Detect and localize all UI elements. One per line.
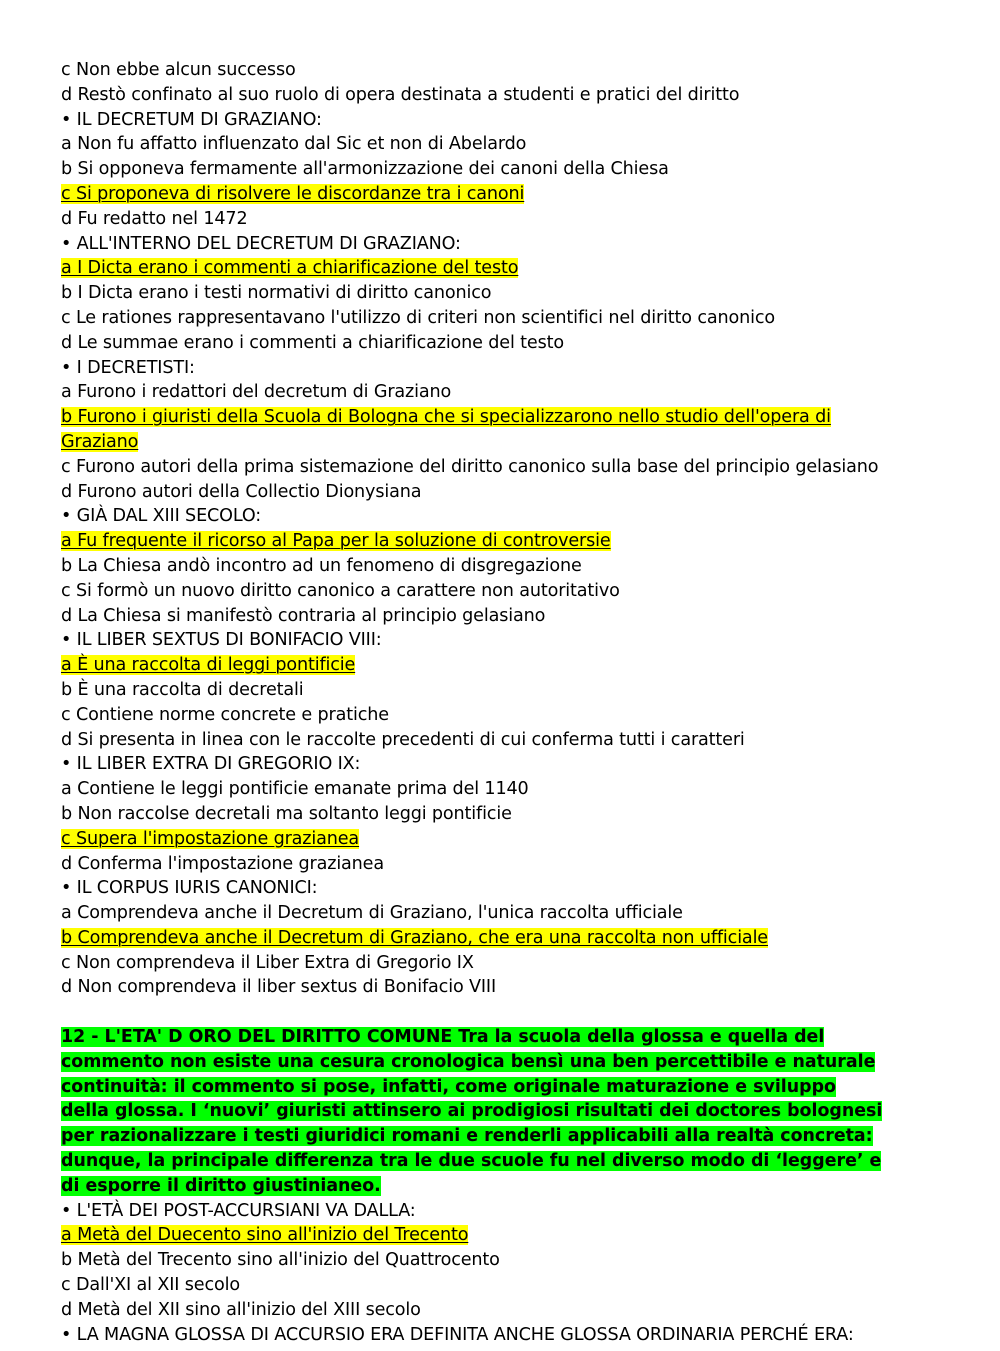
line-text: • I DECRETISTI:	[61, 357, 195, 378]
section-text: per razionalizzare i testi giuridici romani e renderli applicabili alla realtà concreta:	[61, 1126, 873, 1147]
answer-line	[61, 207, 946, 232]
section-text: di esporre il diritto giustinianeo.	[61, 1175, 381, 1196]
line-text: a È una raccolta di leggi pontificie	[61, 655, 356, 676]
line-text: c Furono autori della prima sistemazione del diritto canonico sulla base del principio gelasiano	[61, 456, 879, 477]
answer-line	[61, 58, 946, 83]
line-text: • L'ETÀ DEI POST-ACCURSIANI VA DALLA:	[61, 1200, 416, 1221]
section-text: commento non esiste una cesura cronologica bensì una ben percettibile e naturale	[61, 1051, 876, 1072]
line-text: a Furono i redattori del decretum di Graziano	[61, 382, 452, 403]
line-text: • ALL'INTERNO DEL DECRETUM DI GRAZIANO:	[61, 233, 461, 254]
document-page	[61, 58, 946, 1347]
question-line	[61, 876, 946, 901]
line-text: c Si formò un nuovo diritto canonico a carattere non autoritativo	[61, 580, 620, 601]
line-text: a I Dicta erano i commenti a chiarificazione del testo	[61, 258, 519, 279]
line-text: c Si proponeva di risolvere le discordanze tra i canoni	[61, 183, 525, 204]
correct-answer-line	[61, 926, 946, 951]
answer-line	[61, 1273, 946, 1298]
question-line	[61, 232, 946, 257]
line-text: c Le rationes rappresentavano l'utilizzo di criteri non scientifici nel diritto canonico	[61, 307, 775, 328]
line-text: • IL DECRETUM DI GRAZIANO:	[61, 109, 322, 130]
section-text-line	[61, 1124, 946, 1149]
line-text: b I Dicta erano i testi normativi di diritto canonico	[61, 283, 492, 304]
quiz-block-canon-law	[61, 58, 946, 1000]
question-line	[61, 356, 946, 381]
answer-line	[61, 157, 946, 182]
question-line	[61, 628, 946, 653]
line-text: b La Chiesa andò incontro ad un fenomeno di disgregazione	[61, 555, 582, 576]
answer-line	[61, 331, 946, 356]
line-text: • IL LIBER EXTRA DI GREGORIO IX:	[61, 754, 361, 775]
answer-line	[61, 951, 946, 976]
line-text: b Si opponeva fermamente all'armonizzazione dei canoni della Chiesa	[61, 159, 669, 180]
line-text: d Non comprendeva il liber sextus di Bonifacio VIII	[61, 977, 497, 998]
line-text: d Metà del XII sino all'inizio del XIII secolo	[61, 1299, 421, 1320]
line-text: a Non fu affatto influenzato dal Sic et non di Abelardo	[61, 134, 527, 155]
correct-answer-line	[61, 653, 946, 678]
answer-line	[61, 306, 946, 331]
line-text: • IL LIBER SEXTUS DI BONIFACIO VIII:	[61, 630, 382, 651]
section-text-line	[61, 1174, 946, 1199]
paragraph-gap	[61, 1000, 946, 1025]
answer-line	[61, 83, 946, 108]
section-text: continuità: il commento si pose, infatti, come originale maturazione e sviluppo	[61, 1076, 836, 1097]
answer-line	[61, 455, 946, 480]
line-text: d Conferma l'impostazione grazianea	[61, 853, 384, 874]
line-text: Graziano	[61, 431, 139, 452]
line-text: c Dall'XI al XII secolo	[61, 1275, 240, 1296]
correct-answer-line	[61, 182, 946, 207]
line-text: • GIÀ DAL XIII SECOLO:	[61, 506, 262, 527]
line-text: • IL CORPUS IURIS CANONICI:	[61, 878, 318, 899]
answer-line	[61, 480, 946, 505]
line-text: c Contiene norme concrete e pratiche	[61, 704, 389, 725]
answer-line	[61, 852, 946, 877]
answer-line	[61, 604, 946, 629]
line-text: a Comprendeva anche il Decretum di Graziano, l'unica raccolta ufficiale	[61, 903, 683, 924]
correct-answer-line	[61, 405, 946, 430]
line-text: d Restò confinato al suo ruolo di opera destinata a studenti e pratici del diritto	[61, 84, 740, 105]
section-text: della glossa. I ‘nuovi’ giuristi attinsero ai prodigiosi risultati dei doctores bolognesi	[61, 1101, 883, 1122]
line-text: a Fu frequente il ricorso al Papa per la soluzione di controversie	[61, 531, 611, 552]
correct-answer-line	[61, 1223, 946, 1248]
question-line	[61, 752, 946, 777]
question-line	[61, 108, 946, 133]
question-line	[61, 504, 946, 529]
section-text: dunque, la principale differenza tra le due scuole fu nel diverso modo di ‘leggere’ e	[61, 1151, 882, 1172]
correct-answer-line	[61, 529, 946, 554]
line-text: b Non raccolse decretali ma soltanto leggi pontificie	[61, 803, 512, 824]
line-text: d Si presenta in linea con le raccolte precedenti di cui conferma tutti i caratteri	[61, 729, 745, 750]
section-text-line	[61, 1025, 946, 1050]
question-line	[61, 1323, 946, 1348]
correct-answer-line	[61, 256, 946, 281]
answer-line	[61, 703, 946, 728]
section-text-line	[61, 1149, 946, 1174]
answer-line	[61, 554, 946, 579]
section-text-line	[61, 1099, 946, 1124]
answer-line	[61, 728, 946, 753]
line-text: c Supera l'impostazione grazianea	[61, 828, 360, 849]
correct-answer-line	[61, 430, 946, 455]
line-text: a Contiene le leggi pontificie emanate prima del 1140	[61, 779, 529, 800]
answer-line	[61, 802, 946, 827]
answer-line	[61, 281, 946, 306]
answer-line	[61, 380, 946, 405]
answer-line	[61, 901, 946, 926]
answer-line	[61, 579, 946, 604]
answer-line	[61, 132, 946, 157]
answer-line	[61, 975, 946, 1000]
line-text: c Non ebbe alcun successo	[61, 60, 296, 80]
quiz-block-post-accursiani	[61, 1199, 946, 1348]
section-text-line	[61, 1075, 946, 1100]
line-text: b Furono i giuristi della Scuola di Bologna che si specializzarono nello studio dell'opera di	[61, 407, 831, 428]
answer-line	[61, 1298, 946, 1323]
line-text: d La Chiesa si manifestò contraria al principio gelasiano	[61, 605, 546, 626]
line-text: b Comprendeva anche il Decretum di Graziano, che era una raccolta non ufficiale	[61, 927, 768, 948]
section-heading-eta-doro	[61, 1025, 946, 1199]
line-text: b È una raccolta di decretali	[61, 679, 304, 700]
line-text: b Metà del Trecento sino all'inizio del Quattrocento	[61, 1250, 500, 1271]
line-text: d Fu redatto nel 1472	[61, 208, 248, 229]
answer-line	[61, 777, 946, 802]
line-text: d Le summae erano i commenti a chiarificazione del testo	[61, 332, 564, 353]
line-text: a Metà del Duecento sino all'inizio del Trecento	[61, 1225, 469, 1246]
section-text: 12 - L'ETA' D ORO DEL DIRITTO COMUNE Tra la scuola della glossa e quella del	[61, 1027, 825, 1048]
answer-line	[61, 1248, 946, 1273]
question-line	[61, 1199, 946, 1224]
section-text-line	[61, 1050, 946, 1075]
line-text: d Furono autori della Collectio Dionysiana	[61, 481, 422, 502]
line-text: • LA MAGNA GLOSSA DI ACCURSIO ERA DEFINITA ANCHE GLOSSA ORDINARIA PERCHÉ ERA:	[61, 1324, 854, 1345]
correct-answer-line	[61, 827, 946, 852]
answer-line	[61, 678, 946, 703]
line-text: c Non comprendeva il Liber Extra di Gregorio IX	[61, 952, 474, 973]
